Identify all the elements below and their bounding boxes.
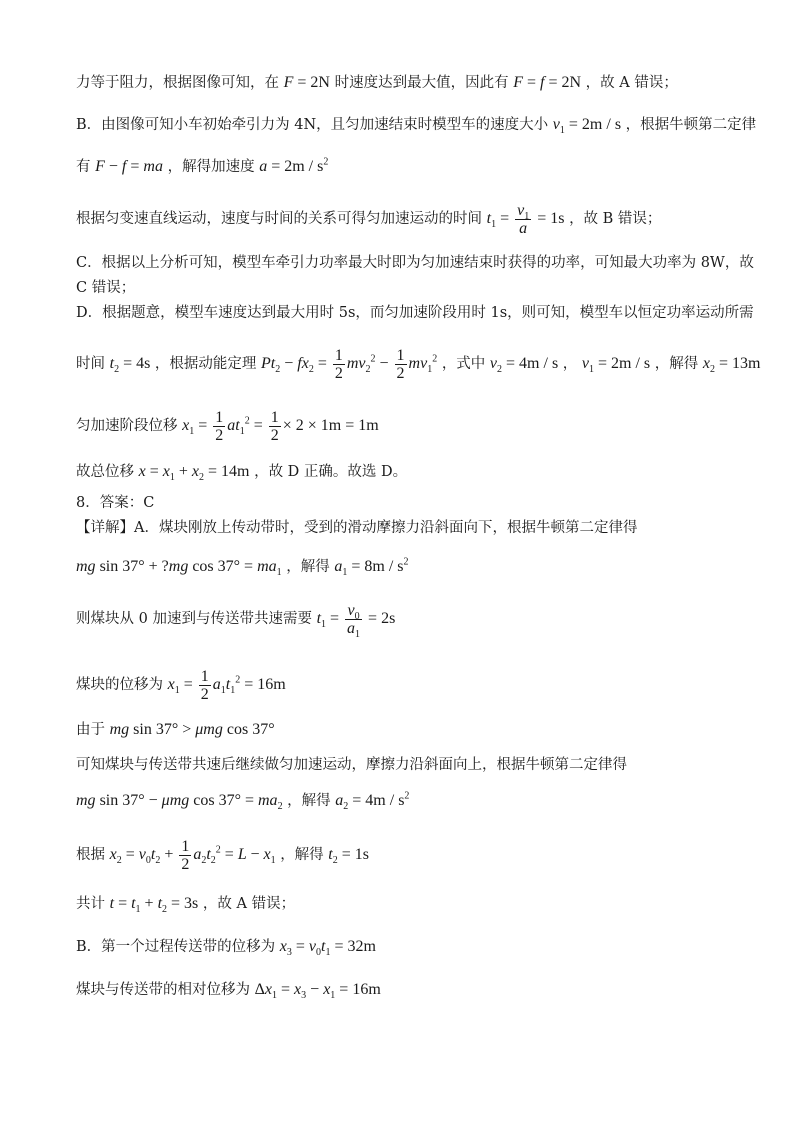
text: ，根据动能定理 [154, 356, 257, 373]
formula: F = 2N [283, 74, 330, 91]
formula: $t_1$ = $\frac{v_0}{a_1}$ = 2s [316, 602, 396, 641]
text: 故总位移 [76, 464, 134, 480]
text: ，解得 [286, 559, 330, 575]
text: B．第一个过程传送带的位移为 [76, 939, 276, 955]
text: 煤块的位移为 [76, 677, 163, 694]
text-line-17 [76, 755, 740, 775]
text-line-6 [76, 278, 740, 298]
text: D．根据题意，模型车速度达到最大用时 5s，而匀加速阶段用时 1s，则可知，模型车以恒定功率运动所需 [76, 305, 754, 321]
formula: $x_3 = v_0t_1 = 32m$ [279, 938, 376, 959]
text-line-2 [76, 115, 757, 137]
text-line-15 [76, 668, 740, 703]
formula: F − f = ma [95, 158, 163, 175]
text: ，式中 [441, 356, 486, 373]
formula: $a_1 = 8m / s^2$ [334, 556, 409, 579]
formula: $v_1 = 2m / s$ [581, 355, 651, 376]
text-line-22 [76, 980, 740, 1000]
text-line-10 [76, 462, 740, 482]
formula: $x_2 = v_0t_2$ + $\frac{1}{2}$ $a_2t_2^2 = L - x_1$ [109, 838, 276, 873]
text-line-1 [76, 73, 740, 93]
formula: $x = x_1 + x_2 = 14m$ [138, 463, 250, 484]
formula: $t_1$ = $\frac{v_1}{a}$ = 1s [486, 202, 565, 237]
formula: $v_2 = 4m / s$ [489, 355, 559, 376]
text-line-3 [76, 157, 740, 177]
text-line-18 [76, 791, 740, 811]
text-line-4 [76, 202, 740, 237]
formula: $x_2 = 13m$ [702, 355, 761, 376]
text: 共计 [76, 896, 105, 912]
text: 由于 [76, 722, 105, 738]
text: ，解得 [654, 356, 699, 373]
text: ，故 D 正确。故选 D。 [254, 464, 408, 480]
formula: $a_2 = 4m / s^2$ [335, 790, 410, 813]
text-line-8 [76, 347, 761, 382]
text-line-19 [76, 838, 740, 873]
text: C 错误； [76, 280, 136, 296]
formula: mg sin 37° > μmg cos 37° [109, 721, 275, 738]
text: ，故 A 错误； [585, 75, 678, 91]
text: ， [562, 356, 578, 373]
formula: $t_2 = 1s$ [328, 846, 369, 867]
text: 【详解】A．煤块刚放上传动带时，受到的滑动摩擦力沿斜面向下，根据牛顿第二定律得 [76, 520, 638, 536]
formula: $x_1$ = $\frac{1}{2}$ $a_1t_1^2 = 16m$ [167, 668, 286, 703]
formula: mg sin 37° + ?mg $\cos 37^\circ = ma_1$ [76, 558, 282, 579]
text: B．由图像可知小车初始牵引力为 4N，且匀加速结束时模型车的速度大小 [76, 117, 549, 133]
formula: mg sin 37° − μmg $\cos 37^\circ = ma_2$ [76, 792, 283, 813]
answer-line [76, 493, 740, 513]
text: 根据 [76, 847, 105, 864]
text-line-21 [76, 937, 740, 957]
text: 匀加速阶段位移 [76, 418, 178, 435]
text-line-14 [76, 602, 740, 641]
formula: $a = 2m / s^2$ [259, 156, 329, 175]
text: 时间 [76, 356, 105, 373]
formula: F = f = 2N [513, 74, 582, 91]
text: ，解得加速度 [167, 159, 255, 175]
formula: $x_1$ = $\frac{1}{2}$ $at_1^2$ = $\frac{1}{2}$ × 2 × 1m = 1m [182, 409, 379, 444]
text: 力等于阻力，根据图像可知，在 [76, 75, 279, 91]
formula: $t = t_1 + t_2 = 3s$ [109, 895, 199, 916]
text-line-13 [76, 557, 740, 577]
text: 有 [76, 159, 91, 175]
text: C．根据以上分析可知，模型车牵引力功率最大时即为匀加速结束时获得的功率，可知最大功率为 8W，故 [76, 255, 754, 271]
text: ，故 B 错误； [569, 211, 662, 228]
formula: $t_2 = 4s$ [109, 355, 151, 376]
text: ，根据牛顿第二定律 [625, 117, 757, 133]
text-line-20 [76, 894, 740, 914]
text: 时速度达到最大值，因此有 [334, 75, 509, 91]
text: 根据匀变速直线运动，速度与时间的关系可得匀加速运动的时间 [76, 211, 482, 228]
text: ，解得 [280, 847, 324, 864]
text: ，故 A 错误； [202, 896, 296, 912]
formula: $v_1 = 2m / s$ [552, 116, 622, 137]
text-line-5 [76, 253, 754, 273]
formula: $Pt_2 - fx_2$ = $\frac{1}{2}$ $mv_2^2$ − $\frac{1}{2}$ $mv_1^2$ [261, 347, 438, 382]
text: 则煤块从 0 加速到与传送带共速需要 [76, 611, 312, 628]
text: ，解得 [287, 793, 331, 809]
text: 煤块与传送带的相对位移为 [76, 982, 250, 998]
text: 8．答案：C [76, 495, 155, 511]
text-line-16 [76, 720, 740, 740]
text-line-9 [76, 409, 740, 444]
formula: $\Delta x_1 = x_3 - x_1 = 16m$ [254, 981, 381, 1002]
text: 可知煤块与传送带共速后继续做匀加速运动，摩擦力沿斜面向上，根据牛顿第二定律得 [76, 757, 627, 773]
text-line-7 [76, 303, 754, 323]
text-line-12 [76, 518, 740, 538]
